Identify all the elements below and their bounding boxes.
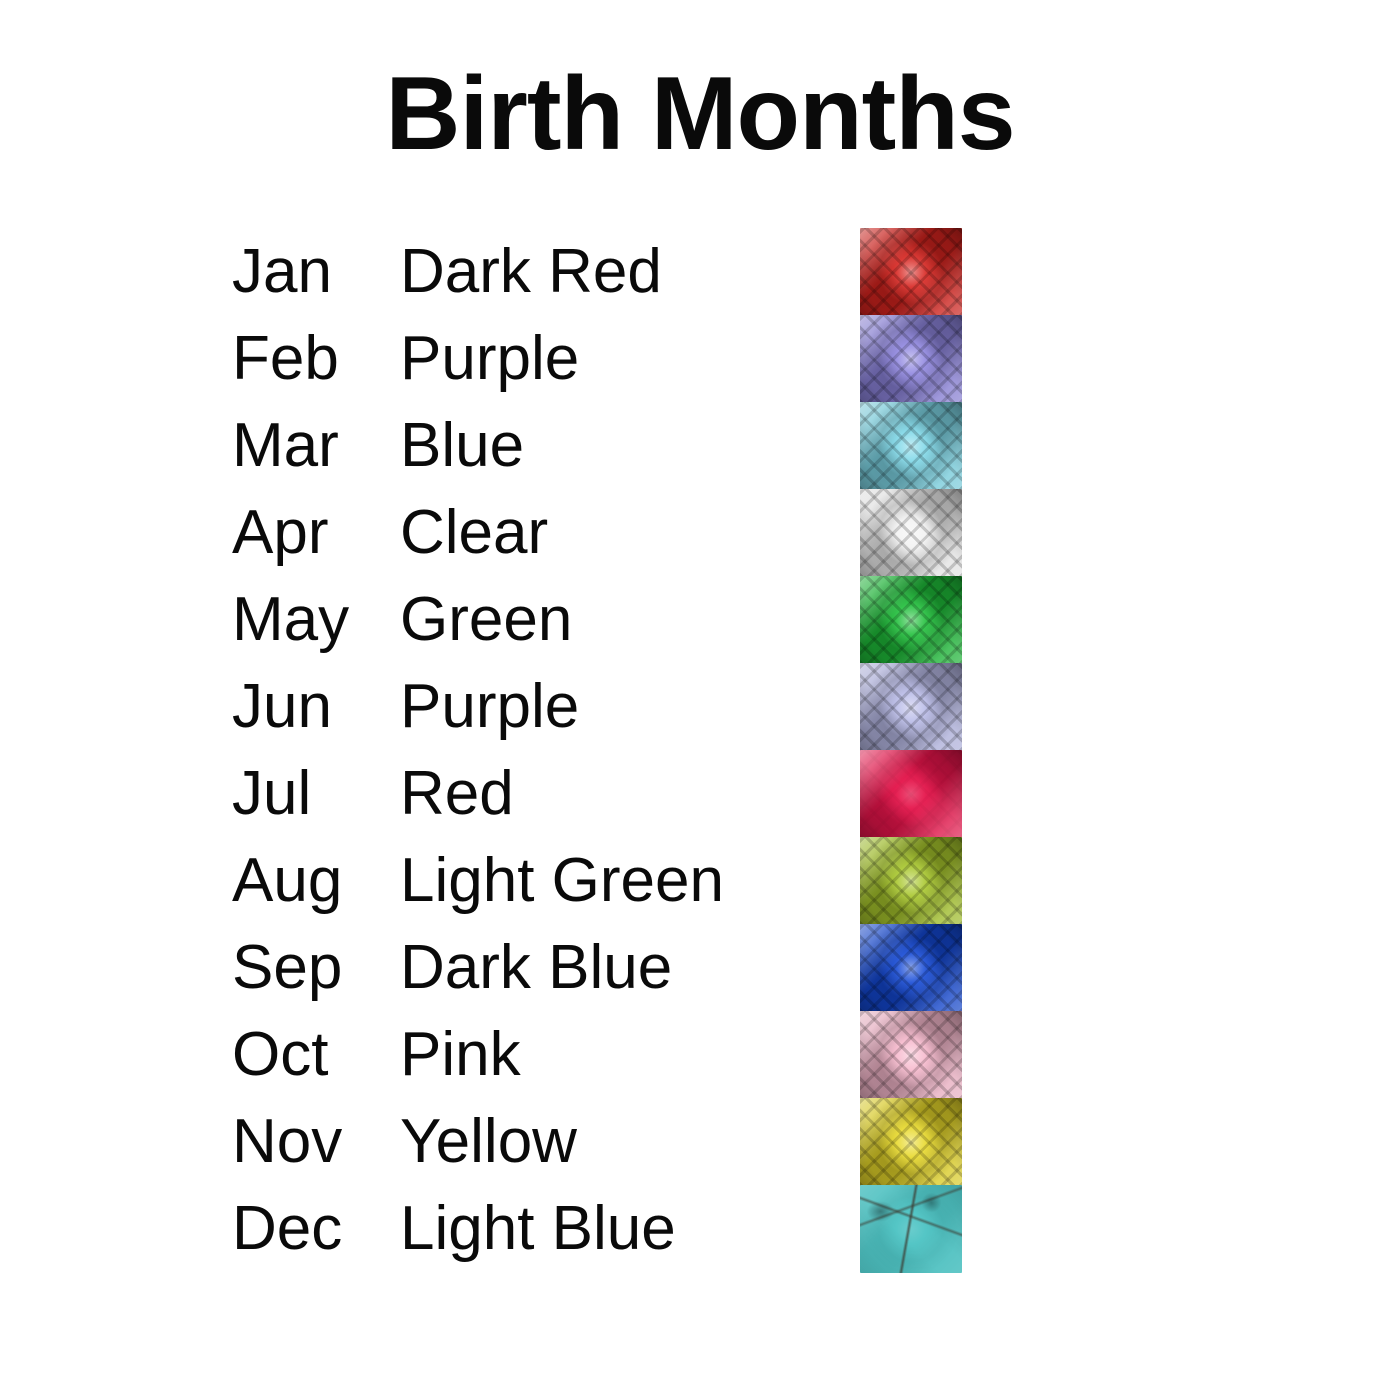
color-label: Green — [400, 584, 573, 654]
gem-turquoise-icon — [860, 1185, 962, 1273]
table-row — [0, 228, 1400, 315]
table-row — [0, 1011, 1400, 1098]
gem-facet — [860, 663, 962, 751]
gem-cell — [860, 489, 1060, 577]
gem-cell — [860, 1011, 1060, 1099]
color-label: Light Blue — [400, 1193, 676, 1263]
color-label: Blue — [400, 410, 525, 480]
color-label: Purple — [400, 323, 580, 393]
gem-dark-blue-icon — [860, 924, 962, 1012]
month-label: Mar — [232, 410, 339, 480]
gem-cell — [860, 315, 1060, 403]
gem-cell — [860, 837, 1060, 925]
gem-cell — [860, 750, 1060, 838]
table-row — [0, 1185, 1400, 1272]
month-label: Apr — [232, 497, 329, 567]
gem-facet — [860, 402, 962, 490]
color-label: Light Green — [400, 845, 724, 915]
gem-facet — [860, 750, 962, 838]
color-label: Red — [400, 758, 514, 828]
color-label: Pink — [400, 1019, 521, 1089]
page-title: Birth Months — [385, 56, 1015, 172]
table-row — [0, 1098, 1400, 1185]
table-row — [0, 315, 1400, 402]
gem-cell — [860, 1185, 1060, 1273]
color-label: Yellow — [400, 1106, 577, 1176]
gem-red-icon — [860, 750, 962, 838]
color-label: Purple — [400, 671, 580, 741]
gem-light-purple-icon — [860, 663, 962, 751]
gem-yellow-icon — [860, 1098, 962, 1186]
month-label: Oct — [232, 1019, 329, 1089]
table-row — [0, 576, 1400, 663]
month-label: May — [232, 584, 350, 654]
month-label: Dec — [232, 1193, 343, 1263]
month-label: Jun — [232, 671, 332, 741]
month-label: Feb — [232, 323, 339, 393]
gem-blue-icon — [860, 402, 962, 490]
gem-cell — [860, 576, 1060, 664]
table-row — [0, 924, 1400, 1011]
gem-facet — [860, 924, 962, 1012]
gem-facet — [860, 1098, 962, 1186]
gem-clear-icon — [860, 489, 962, 577]
table-row — [0, 402, 1400, 489]
month-label: Aug — [232, 845, 343, 915]
gem-facet — [860, 315, 962, 403]
color-label: Dark Red — [400, 236, 662, 306]
gem-green-icon — [860, 576, 962, 664]
gem-facet — [860, 1185, 962, 1273]
gem-dark-red-icon — [860, 228, 962, 316]
gem-cell — [860, 924, 1060, 1012]
gem-facet — [860, 489, 962, 577]
color-label: Clear — [400, 497, 549, 567]
gem-pink-icon — [860, 1011, 962, 1099]
gem-facet — [860, 228, 962, 316]
table-row — [0, 750, 1400, 837]
gem-cell — [860, 663, 1060, 751]
birth-months-table — [0, 228, 1400, 1272]
gem-cell — [860, 402, 1060, 490]
table-row — [0, 837, 1400, 924]
gem-facet — [860, 576, 962, 664]
month-label: Sep — [232, 932, 343, 1002]
month-label: Nov — [232, 1106, 343, 1176]
month-label: Jul — [232, 758, 312, 828]
gem-cell — [860, 228, 1060, 316]
table-row — [0, 489, 1400, 576]
gem-facet — [860, 837, 962, 925]
gem-purple-icon — [860, 315, 962, 403]
gem-cell — [860, 1098, 1060, 1186]
month-label: Jan — [232, 236, 332, 306]
gem-facet — [860, 1011, 962, 1099]
gem-light-green-icon — [860, 837, 962, 925]
color-label: Dark Blue — [400, 932, 673, 1002]
table-row — [0, 663, 1400, 750]
